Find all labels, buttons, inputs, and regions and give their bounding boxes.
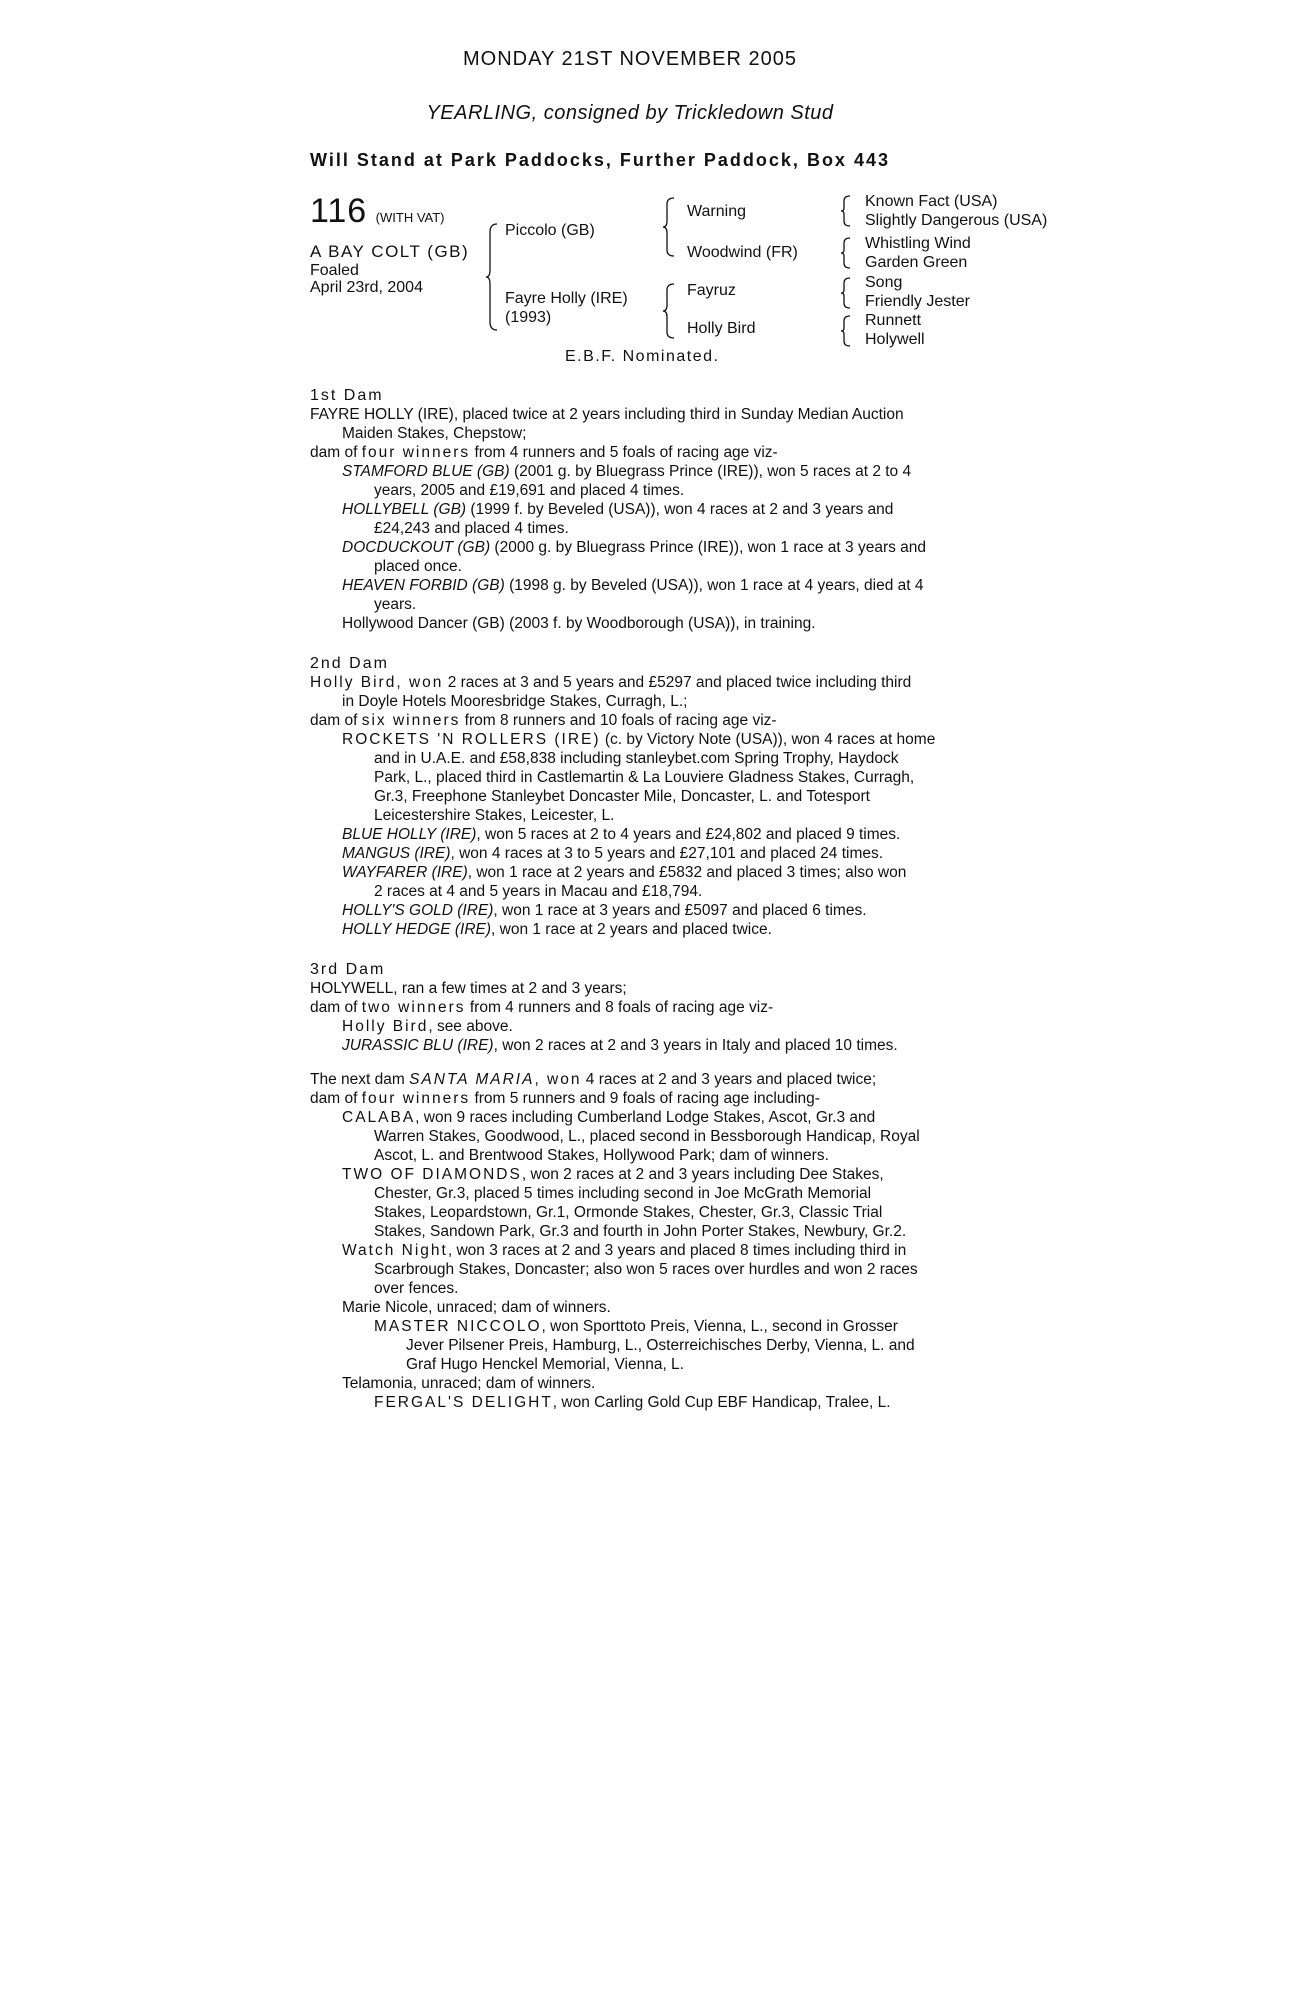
ebf-nominated: E.B.F. Nominated. bbox=[565, 348, 720, 365]
offspring-watch-night: Watch Night, won 3 races at 2 and 3 years and placed 8 times including third in Scarbrough Stakes, Doncaster; also won 5 races over hurdles and won 2 races over fences. bbox=[342, 1242, 918, 1297]
offspring-jurassic-blu: JURASSIC BLU (IRE), won 2 races at 2 and 3 years in Italy and placed 10 times. bbox=[342, 1037, 898, 1054]
next-dam-section bbox=[310, 1070, 1010, 1412]
offspring-hollywood-dancer: Hollywood Dancer (GB) (2003 f. by Woodborough (USA)), in training. bbox=[342, 615, 816, 632]
offspring-holly-hedge: HOLLY HEDGE (IRE), won 1 race at 2 years and placed twice. bbox=[342, 921, 772, 938]
pedigree-brace-dam bbox=[662, 282, 676, 340]
offspring-fergals-delight: FERGAL'S DELIGHT, won Carling Gold Cup EBF Handicap, Tralee, L. bbox=[374, 1394, 891, 1411]
first-dam-heading: 1st Dam bbox=[310, 387, 384, 404]
third-dam-heading: 3rd Dam bbox=[310, 961, 386, 978]
offspring-two-of-diamonds: TWO OF DIAMONDS, won 2 races at 2 and 3 years including Dee Stakes, Chester, Gr.3, placed 5 times including second in Joe McGrath Memorial Stakes, Leopardstown, Gr.1, Ormonde Stakes, Chester, Gr.3, Classic Trial Stakes, Sandown Park, Gr.3 and fourth in John Porter Stakes, Newbury, Gr.2. bbox=[342, 1166, 907, 1240]
offspring-stamford-blue: STAMFORD BLUE (GB) (2001 g. by Bluegrass Prince (IRE)), won 5 races at 2 to 4 years, 2005 and £19,691 and placed 4 times. bbox=[342, 463, 912, 499]
offspring-docduckout: DOCDUCKOUT (GB) (2000 g. by Bluegrass Prince (IRE)), won 1 race at 3 years and placed once. bbox=[342, 539, 927, 575]
pedigree-dam: Fayre Holly (IRE) bbox=[505, 290, 628, 307]
next-dam-summary: The next dam SANTA MARIA, won 4 races at 2 and 3 years and placed twice; bbox=[310, 1071, 877, 1088]
offspring-holly-bird: Holly Bird, see above. bbox=[342, 1018, 513, 1035]
offspring-hollys-gold: HOLLY'S GOLD (IRE), won 1 race at 3 years and £5097 and placed 6 times. bbox=[342, 902, 867, 919]
sale-date: MONDAY 21ST NOVEMBER 2005 bbox=[462, 48, 797, 70]
pedigree-ggp-7: Runnett bbox=[865, 312, 922, 329]
offspring-telamonia: Telamonia, unraced; dam of winners. bbox=[342, 1375, 596, 1392]
pedigree-brace-ggp1 bbox=[840, 194, 852, 228]
lot-number-value: 116 bbox=[310, 192, 368, 230]
pedigree-sire: Piccolo (GB) bbox=[505, 222, 595, 239]
pedigree-sire-dam: Woodwind (FR) bbox=[687, 244, 798, 261]
pedigree-brace-main bbox=[485, 222, 499, 332]
pedigree-ggp-3: Whistling Wind bbox=[865, 235, 971, 252]
offspring-rockets-n-rollers: ROCKETS 'N ROLLERS (IRE) (c. by Victory Note (USA)), won 4 races at home and in U.A.E. and £58,838 including stanleybet.com Spring Trophy, Haydock Park, L., placed third in Castlemartin & La Louviere Gladness Stakes, Curragh, Gr.3, Freephone Stanleybet Doncaster Mile, Doncaster, L. and Totesport Leicestershire Stakes, Leicester, L. bbox=[342, 731, 936, 824]
pedigree-ggp-6: Friendly Jester bbox=[865, 293, 970, 310]
third-dam-summary: HOLYWELL, ran a few times at 2 and 3 years; bbox=[310, 980, 627, 997]
second-dam-heading: 2nd Dam bbox=[310, 655, 389, 672]
pedigree-ggp-1: Known Fact (USA) bbox=[865, 193, 998, 210]
lot-number bbox=[310, 192, 445, 231]
pedigree-ggp-4: Garden Green bbox=[865, 254, 968, 271]
pedigree-brace-ggp2 bbox=[840, 236, 852, 270]
first-dam-section bbox=[310, 386, 1010, 633]
pedigree-dam-year: (1993) bbox=[505, 309, 552, 326]
offspring-marie-nicole: Marie Nicole, unraced; dam of winners. bbox=[342, 1299, 611, 1316]
vat-note: (WITH VAT) bbox=[375, 210, 445, 225]
pedigree-sire-sire: Warning bbox=[687, 203, 746, 220]
second-dam-summary: Holly Bird, won 2 races at 3 and 5 years and £5297 and placed twice including third in Doyle Hotels Mooresbridge Stakes, Curragh, L.; bbox=[310, 674, 912, 710]
lot-description: A BAY COLT (GB) bbox=[310, 242, 470, 261]
offspring-mangus: MANGUS (IRE), won 4 races at 3 to 5 years and £27,101 and placed 24 times. bbox=[342, 845, 884, 862]
pedigree-ggp-2: Slightly Dangerous (USA) bbox=[865, 212, 1048, 229]
offspring-master-niccolo: MASTER NICCOLO, won Sporttoto Preis, Vienna, L., second in Grosser Jever Pilsener Preis, Hamburg, L., Osterreichisches Derby, Vienna, L. and Graf Hugo Henckel Memorial, Vienna, L. bbox=[374, 1318, 915, 1373]
pedigree-dam-dam: Holly Bird bbox=[687, 320, 756, 337]
first-dam-summary: FAYRE HOLLY (IRE), placed twice at 2 years including third in Sunday Median Auction Maiden Stakes, Chepstow; bbox=[310, 406, 904, 442]
offspring-calaba: CALABA, won 9 races including Cumberland Lodge Stakes, Ascot, Gr.3 and Warren Stakes, Goodwood, L., placed second in Bessborough Handicap, Royal Ascot, L. and Brentwood Stakes, Hollywood Park; dam of winners. bbox=[342, 1109, 920, 1164]
second-dam-section bbox=[310, 654, 1010, 939]
third-dam-produce: dam of two winners from 4 runners and 8 foals of racing age viz- bbox=[310, 999, 774, 1016]
first-dam-produce: dam of four winners from 4 runners and 5 foals of racing age viz- bbox=[310, 444, 778, 461]
pedigree-ggp-8: Holywell bbox=[865, 331, 925, 348]
foaled-date: April 23rd, 2004 bbox=[310, 279, 423, 296]
offspring-wayfarer: WAYFARER (IRE), won 1 race at 2 years and £5832 and placed 3 times; also won 2 races at 4 and 5 years in Macau and £18,794. bbox=[342, 864, 907, 900]
pedigree-dam-sire: Fayruz bbox=[687, 282, 736, 299]
offspring-hollybell: HOLLYBELL (GB) (1999 f. by Beveled (USA)), won 4 races at 2 and 3 years and £24,243 and placed 4 times. bbox=[342, 501, 894, 537]
stand-location: Will Stand at Park Paddocks, Further Paddock, Box 443 bbox=[310, 150, 890, 170]
offspring-blue-holly: BLUE HOLLY (IRE), won 5 races at 2 to 4 years and £24,802 and placed 9 times. bbox=[342, 826, 901, 843]
pedigree-brace-ggp4 bbox=[840, 314, 852, 348]
pedigree-brace-sire bbox=[662, 196, 676, 258]
third-dam-section bbox=[310, 960, 1010, 1055]
pedigree-ggp-5: Song bbox=[865, 274, 903, 291]
next-dam-produce: dam of four winners from 5 runners and 9 foals of racing age including- bbox=[310, 1090, 820, 1107]
pedigree-brace-ggp3 bbox=[840, 276, 852, 310]
consignment-line: YEARLING, consigned by Trickledown Stud bbox=[426, 102, 834, 124]
second-dam-produce: dam of six winners from 8 runners and 10 foals of racing age viz- bbox=[310, 712, 777, 729]
foaled-label: Foaled bbox=[310, 262, 359, 279]
offspring-heaven-forbid: HEAVEN FORBID (GB) (1998 g. by Beveled (USA)), won 1 race at 4 years, died at 4 years. bbox=[342, 577, 924, 613]
